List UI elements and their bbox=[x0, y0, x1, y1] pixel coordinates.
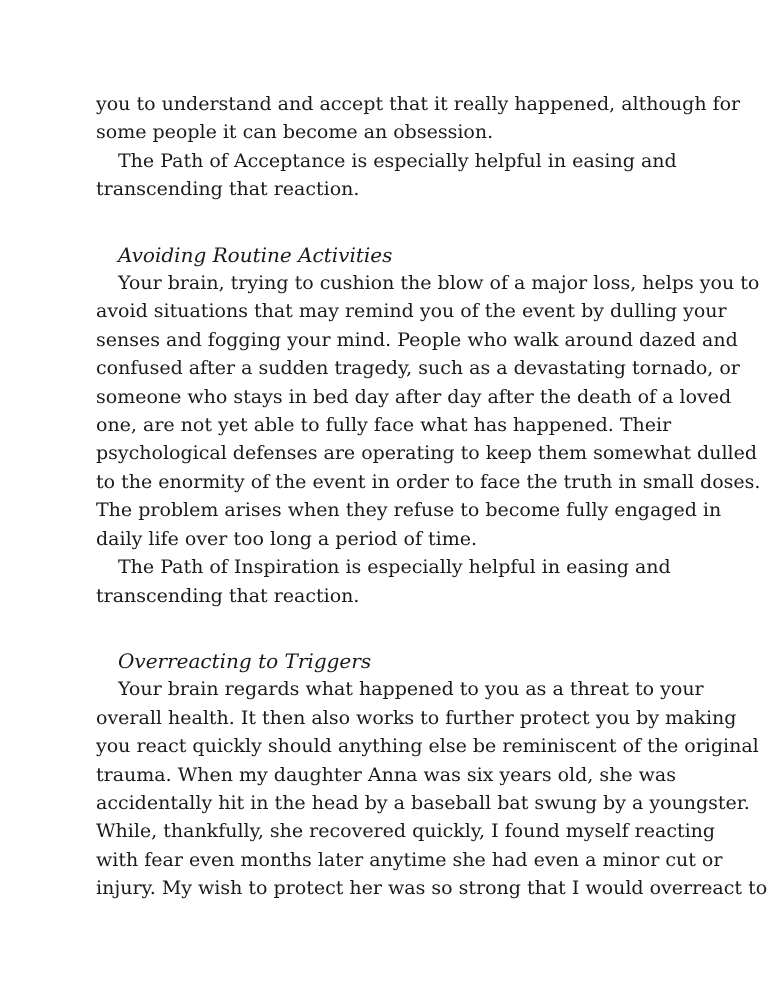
text-line: you to understand and accept that it really happened, although for bbox=[96, 93, 741, 115]
text-line: The Path of Acceptance is especially helpful in easing and bbox=[118, 149, 677, 172]
text-line: confused after a sudden tragedy, such as a devastating tornado, or bbox=[96, 357, 740, 380]
section-gap bbox=[96, 610, 696, 647]
section-avoiding-routine-activities bbox=[96, 241, 761, 610]
text-line: with fear even months later anytime she had even a minor cut or bbox=[96, 848, 723, 871]
text-line: The problem arises when they refuse to become fully engaged in bbox=[96, 499, 722, 522]
text-line: you react quickly should anything else be reminiscent of the original bbox=[96, 735, 759, 758]
text-line: psychological defenses are operating to keep them somewhat dulled bbox=[96, 442, 758, 465]
text-line: Your brain, trying to cushion the blow of a major loss, helps you to bbox=[118, 272, 760, 295]
text-line: to the enormity of the event in order to face the truth in small doses. bbox=[96, 470, 761, 493]
text-line: senses and fogging your mind. People who walk around dazed and bbox=[96, 328, 738, 351]
text-line: Your brain regards what happened to you as a threat to your bbox=[118, 678, 704, 701]
section-heading: Avoiding Routine Activities bbox=[118, 242, 393, 267]
text-line: injury. My wish to protect her was so strong that I would overreact to bbox=[96, 877, 768, 900]
text-line: one, are not yet able to fully face what has happened. Their bbox=[96, 414, 672, 437]
paragraph-acceptance bbox=[96, 147, 696, 204]
text-line: The Path of Inspiration is especially helpful in easing and bbox=[118, 556, 671, 579]
text-line: While, thankfully, she recovered quickly, I found myself reacting bbox=[96, 820, 716, 843]
text-line: overall health. It then also works to further protect you by making bbox=[96, 706, 737, 729]
text-line: transcending that reaction. bbox=[96, 178, 360, 201]
text-line: avoid situations that may remind you of the event by dulling your bbox=[96, 300, 727, 323]
text-line: accidentally hit in the head by a baseball bat swung by a youngster. bbox=[96, 791, 750, 814]
paragraph-intro bbox=[96, 90, 741, 147]
section-overreacting-to-triggers bbox=[96, 647, 768, 903]
text-line: trauma. When my daughter Anna was six years old, she was bbox=[96, 763, 676, 786]
section-gap bbox=[96, 204, 696, 241]
text-line: daily life over too long a period of time. bbox=[96, 527, 478, 550]
text-line: transcending that reaction. bbox=[96, 584, 360, 607]
page-body bbox=[96, 90, 768, 903]
section-heading: Overreacting to Triggers bbox=[118, 648, 372, 673]
text-line: some people it can become an obsession. bbox=[96, 121, 494, 144]
text-line: someone who stays in bed day after day after the death of a loved bbox=[96, 385, 732, 408]
